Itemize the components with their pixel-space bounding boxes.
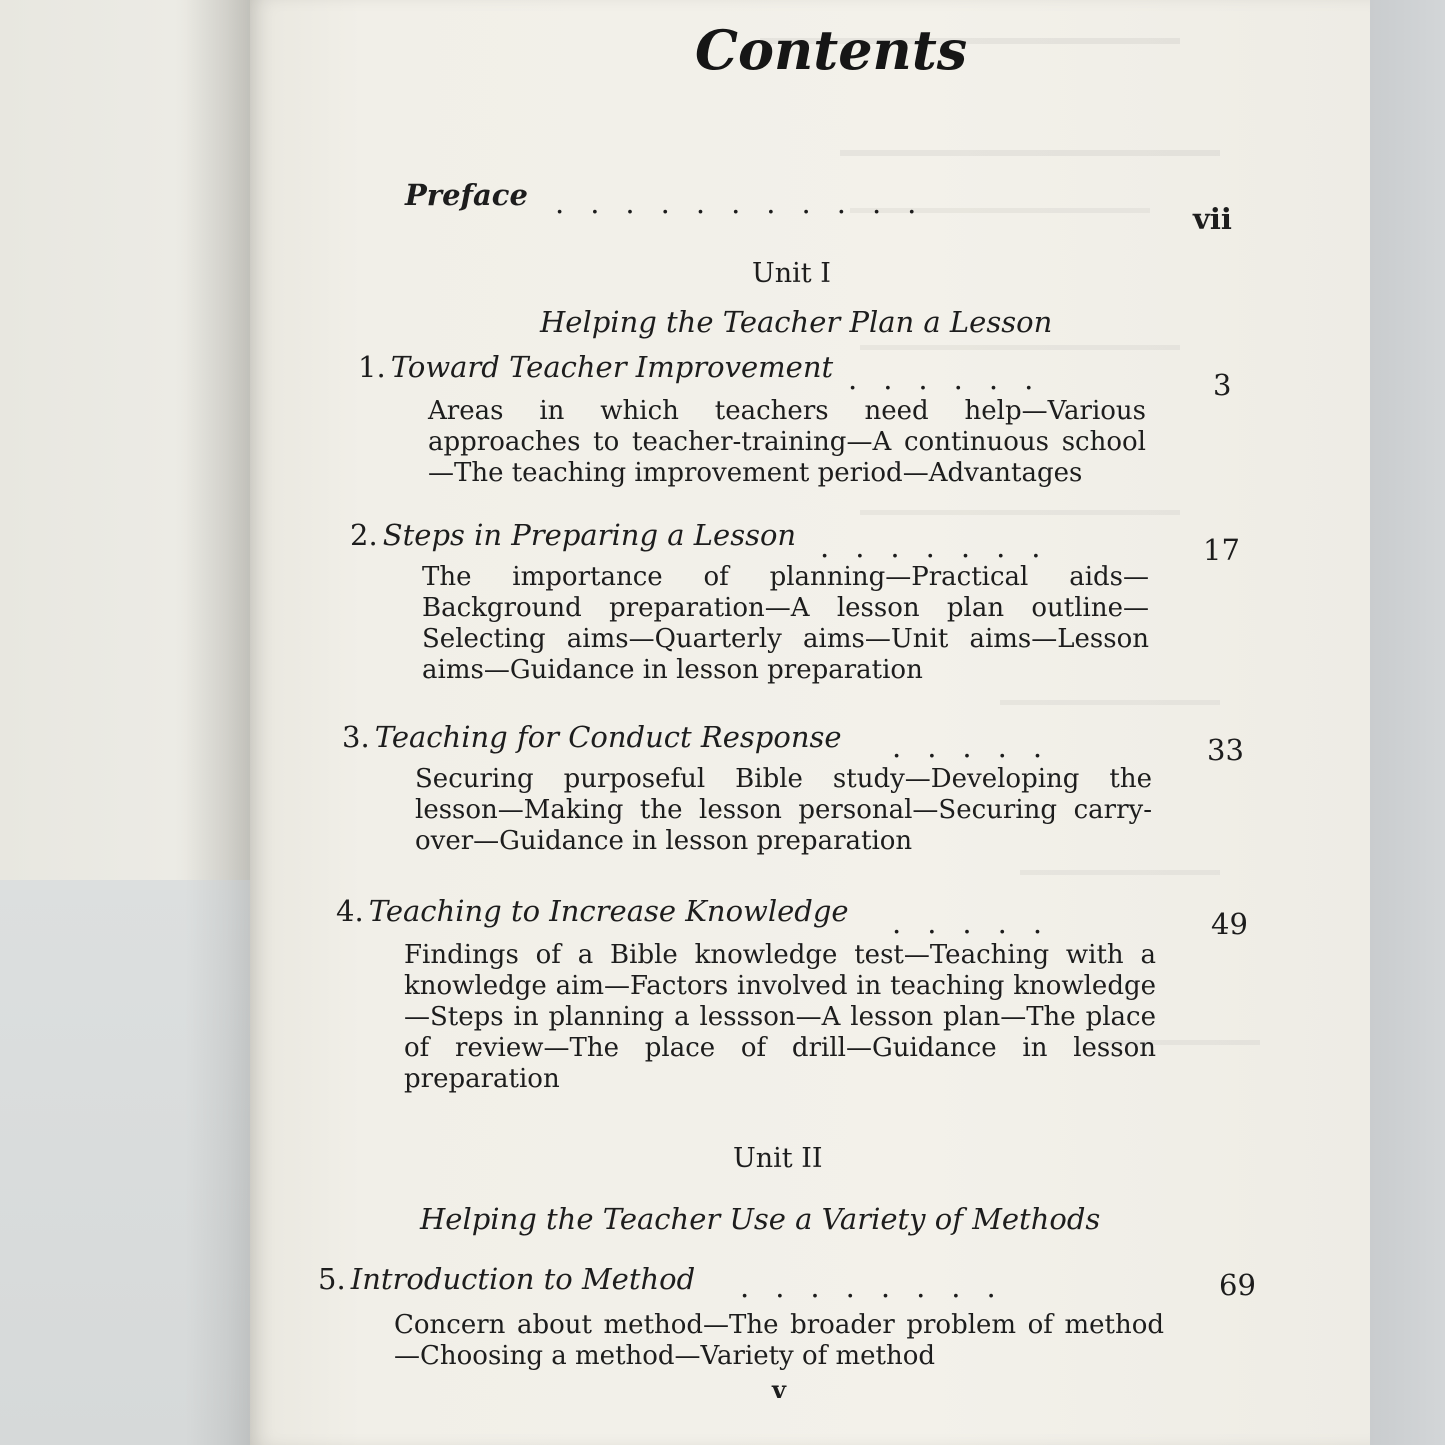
chapter-title: Teaching for Conduct Response	[374, 720, 842, 754]
dot-leader: ...........	[555, 186, 943, 220]
chapter-page: 17	[1203, 533, 1240, 567]
chapter-title: Toward Teacher Improvement	[390, 350, 834, 384]
dot-leader: ........	[740, 1270, 1022, 1304]
chapter-description: The importance of planning—Practical aids—Background preparation—A lesson plan outline—Selecting aims—Quarterly aims—Unit aims—Lesson aims—Guidance in lesson preparation	[422, 562, 1149, 685]
chapter-entry-1	[358, 350, 833, 384]
chapter-number: 2.	[350, 518, 378, 552]
chapter-title: Steps in Preparing a Lesson	[382, 518, 797, 552]
dot-leader: .....	[892, 730, 1069, 764]
chapter-description: Findings of a Bible knowledge test—Teaching with a knowledge aim—Factors involved in teaching knowledge—Steps in planning a lessson—A lesson plan—The place of review—The place of drill—Guidance in lesson preparation	[404, 940, 1156, 1094]
chapter-page: 69	[1219, 1268, 1256, 1302]
page-title: Contents	[695, 18, 968, 82]
chapter-entry-4	[336, 894, 849, 928]
chapter-page: 33	[1207, 733, 1244, 767]
chapter-description: Securing purposeful Bible study—Developing the lesson—Making the lesson personal—Securing carry-over—Guidance in lesson preparation	[415, 764, 1152, 856]
chapter-description: Concern about method—The broader problem of method—Choosing a method—Variety of method	[394, 1310, 1164, 1371]
preface-page: vii	[1193, 202, 1232, 236]
unit-title: Helping the Teacher Use a Variety of Methods	[420, 1202, 1101, 1236]
book-gutter-shadow	[185, 0, 255, 1445]
chapter-number: 3.	[342, 720, 370, 754]
chapter-number: 4.	[336, 894, 364, 928]
right-background	[1370, 0, 1445, 1445]
dot-leader: .....	[892, 906, 1069, 940]
unit-label: Unit II	[733, 1143, 823, 1174]
chapter-number: 1.	[358, 350, 386, 384]
dot-leader: .......	[820, 530, 1067, 564]
chapter-page: 49	[1211, 907, 1248, 941]
chapter-entry-5	[318, 1262, 695, 1296]
preface-entry	[405, 178, 528, 212]
chapter-description: Areas in which teachers need help—Various approaches to teacher-training—A continuous school—The teaching improvement period—Advantages	[428, 396, 1146, 488]
unit-label: Unit I	[752, 258, 831, 289]
unit-title: Helping the Teacher Plan a Lesson	[540, 305, 1053, 339]
preface-label: Preface	[405, 178, 528, 212]
chapter-title: Teaching to Increase Knowledge	[368, 894, 849, 928]
chapter-title: Introduction to Method	[350, 1262, 696, 1296]
chapter-page: 3	[1213, 368, 1232, 402]
page-folio: v	[772, 1375, 786, 1404]
chapter-entry-2	[350, 518, 796, 552]
chapter-number: 5.	[318, 1262, 346, 1296]
dot-leader: ......	[848, 362, 1060, 396]
chapter-entry-3	[342, 720, 842, 754]
